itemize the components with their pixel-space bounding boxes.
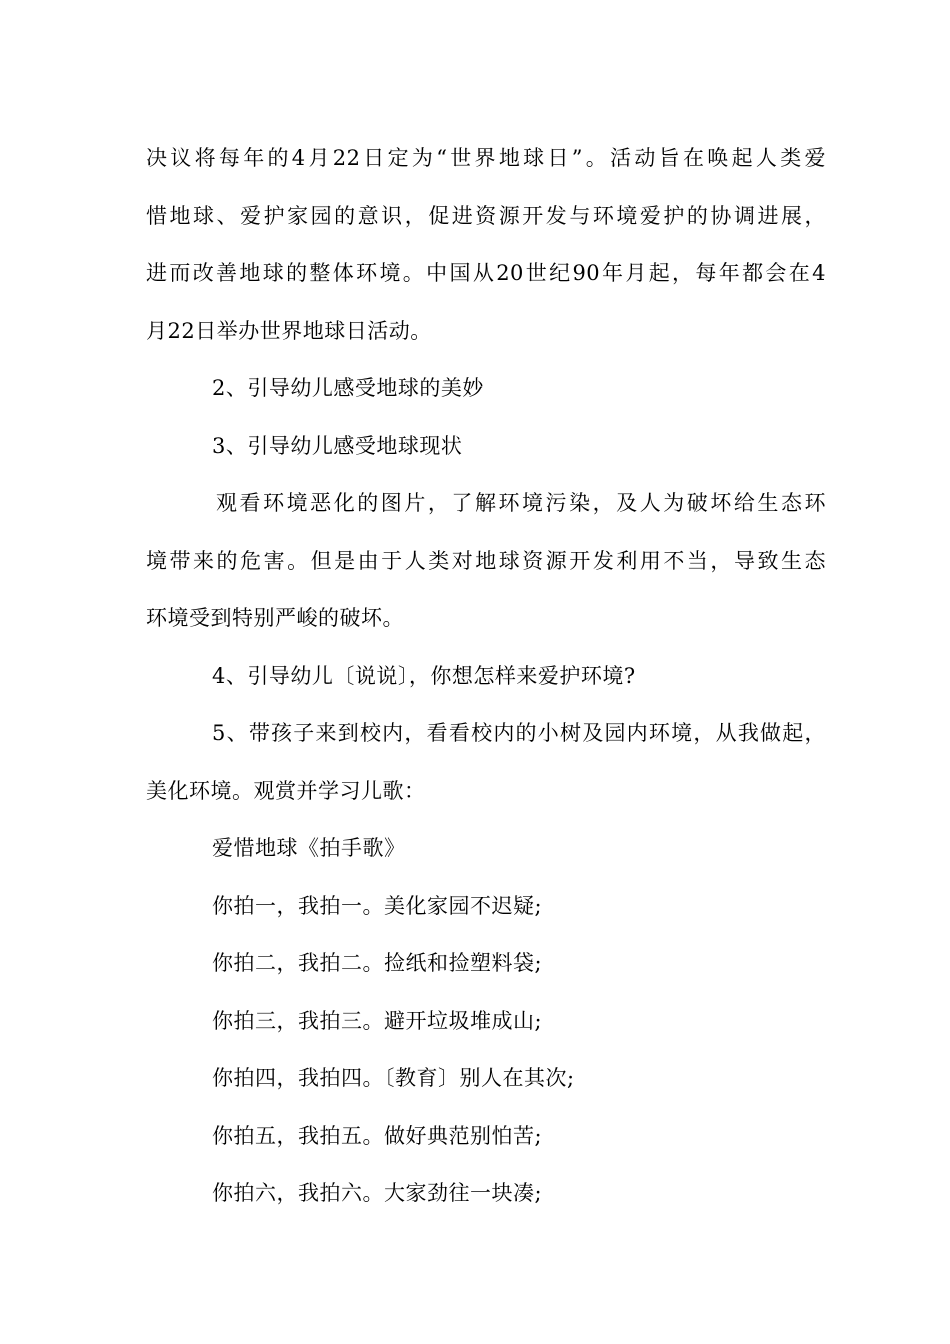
paragraph-line: 月22日举办世界地球日活动。 xyxy=(146,318,432,343)
document-body xyxy=(146,130,826,1223)
paragraph-line: 进而改善地球的整体环境。中国从20世纪90年月起，每年都会在4 xyxy=(146,261,826,285)
song-line: 你拍五，我拍五。做好典范别怕苦; xyxy=(212,1123,543,1148)
song-line: 你拍六，我拍六。大家劲往一块凑; xyxy=(212,1181,543,1205)
list-item-2: 2、引导幼儿感受地球的美妙 xyxy=(212,376,484,400)
list-item-5: 5、带孩子来到校内，看看校内的小树及园内环境，从我做起， xyxy=(212,721,826,745)
song-line: 你拍一，我拍一。美化家园不迟疑; xyxy=(212,893,543,918)
paragraph-line: 境带来的危害。但是由于人类对地球资源开发利用不当，导致生态 xyxy=(146,548,826,573)
song-line: 你拍二，我拍二。捡纸和捡塑料袋; xyxy=(212,951,543,975)
song-line: 你拍四，我拍四。〔教育〕别人在其次; xyxy=(212,1066,575,1090)
paragraph-line: 美化环境。观赏并学习儿歌： xyxy=(146,778,426,803)
list-item-4: 4、引导幼儿〔说说〕，你想怎样来爱护环境? xyxy=(212,663,636,688)
paragraph-line: 环境受到特别严峻的破坏。 xyxy=(146,606,404,630)
song-title: 爱惜地球《拍手歌》 xyxy=(212,836,406,860)
song-line: 你拍三，我拍三。避开垃圾堆成山; xyxy=(212,1008,543,1033)
paragraph-line: 惜地球、爱护家园的意识，促进资源开发与环境爱护的协调进展， xyxy=(146,203,826,228)
paragraph-line: 决议将每年的4月22日定为“世界地球日”。活动旨在唤起人类爱 xyxy=(146,146,826,170)
list-item-3: 3、引导幼儿感受地球现状 xyxy=(212,433,463,458)
paragraph-line: 观看环境恶化的图片，了解环境污染，及人为破坏给生态环 xyxy=(216,491,826,515)
